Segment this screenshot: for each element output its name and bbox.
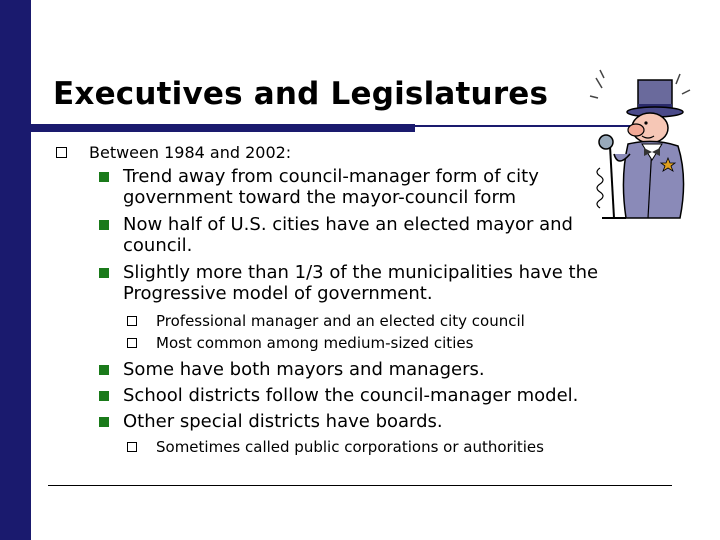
square-bullet-icon bbox=[99, 391, 109, 401]
bullet-trend-line2: government toward the mayor-council form bbox=[123, 187, 517, 208]
square-bullet-icon bbox=[99, 417, 109, 427]
square-bullet-icon bbox=[99, 365, 109, 375]
square-bullet-icon bbox=[99, 220, 109, 230]
hollow-bullet-icon bbox=[56, 147, 67, 158]
title-underline-thick bbox=[31, 124, 415, 132]
bullet-school: School districts follow the council-manager model. bbox=[123, 385, 579, 406]
sub-common: Most common among medium-sized cities bbox=[156, 334, 474, 352]
hollow-bullet-icon bbox=[127, 442, 137, 452]
square-bullet-icon bbox=[99, 172, 109, 182]
sub-professional: Professional manager and an elected city council bbox=[156, 312, 525, 330]
bullet-third-line2: Progressive model of government. bbox=[123, 283, 433, 304]
bullet-special: Other special districts have boards. bbox=[123, 411, 443, 432]
slide-title: Executives and Legislatures bbox=[53, 76, 549, 112]
left-sidebar-bar bbox=[0, 0, 31, 540]
bottom-divider bbox=[48, 485, 672, 486]
bullet-half-line1: Now half of U.S. cities have an elected mayor and bbox=[123, 214, 573, 235]
bullet-intro: Between 1984 and 2002: bbox=[89, 143, 292, 162]
sub-corporations: Sometimes called public corporations or authorities bbox=[156, 438, 544, 456]
bullet-half-line2: council. bbox=[123, 235, 193, 256]
bullet-trend-line1: Trend away from council-manager form of city bbox=[123, 166, 539, 187]
bullet-both: Some have both mayors and managers. bbox=[123, 359, 485, 380]
mayor-clipart-icon bbox=[580, 68, 700, 228]
square-bullet-icon bbox=[99, 268, 109, 278]
bullet-third-line1: Slightly more than 1/3 of the municipalities have the bbox=[123, 262, 599, 283]
hollow-bullet-icon bbox=[127, 338, 137, 348]
hollow-bullet-icon bbox=[127, 316, 137, 326]
